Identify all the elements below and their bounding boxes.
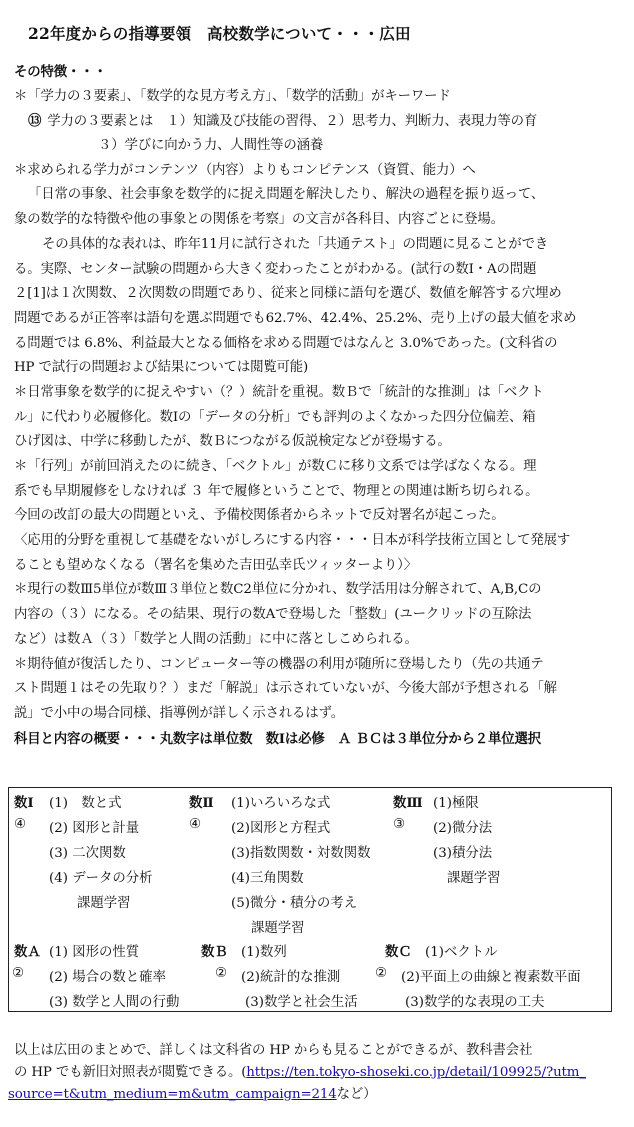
paragraph-line: 説」で小中の場合同様、指導例が詳しく示されるはず。	[14, 705, 344, 721]
footer-line	[14, 1062, 618, 1084]
table-cell: (2) 場合の数と確率	[49, 970, 166, 985]
page-title: 22年度からの指導要領 高校数学について・・・広田	[28, 24, 411, 43]
credit-count: ②	[375, 966, 388, 981]
section-heading-overview: 科目と内容の概要・・・丸数字は単位数 数Ⅰは必修 Ａ ＢＣは３単位分から２単位選択	[14, 730, 542, 747]
paragraph-line: ＊日常事象を数学的に捉えやすい（？）統計を重視。数Ｂで「統計的な推測」は「ベクト	[14, 384, 544, 400]
table-cell: (1)極限	[433, 796, 479, 811]
footer-text: の HP でも新旧対照表が閲覧できる。(	[14, 1065, 247, 1080]
paragraph-line: ることも望めなくなる（署名を集めた吉田弘幸氏ツィッターより）〉	[14, 557, 417, 573]
subject-label: 数Ｂ	[201, 944, 228, 960]
paragraph-line: る。実際、センター試験の問題から大きく変わったことがわかる。(試行の数Ⅰ・Aの問題	[14, 261, 537, 277]
table-cell: (1) 図形の性質	[49, 945, 140, 960]
paragraph-line: 「日常の事象、社会事象を数学的に捉え問題を解決したり、解決の過程を振り返って、	[28, 187, 545, 203]
credit-count: ②	[215, 966, 228, 981]
paragraph-line: ２[1]は１次関数、２次関数の問題であり、従来と同様に語句を選び、数値を解答する穴埋め	[14, 286, 562, 302]
subject-label: 数Ⅲ	[393, 795, 423, 811]
paragraph-line: など）は数Ａ（３）「数学と人間の活動」に中に落としこめられる。	[14, 631, 418, 647]
subject-label: 数Ａ	[14, 944, 41, 960]
textbook-link-continued[interactable]: source=t&utm_medium=m&utm_campaign=214	[8, 1087, 337, 1102]
subject-content-table	[8, 787, 612, 1012]
footer-line	[8, 1084, 618, 1106]
table-cell: 課題学習	[77, 896, 131, 911]
table-cell: (1)ベクトル	[425, 945, 498, 960]
table-cell: 課題学習	[251, 921, 305, 936]
credit-count: ④	[14, 817, 27, 832]
credit-count: ②	[12, 966, 25, 981]
table-cell: (1)いろいろな式	[231, 796, 331, 811]
table-cell: (3) 二次関数	[49, 846, 126, 861]
table-cell: 課題学習	[447, 871, 501, 886]
paragraph-line	[14, 109, 618, 134]
paragraph-line: ＊期待値が復活したり、コンピューター等の機器の利用が随所に登場したり（先の共通テ	[14, 656, 544, 672]
subject-label: 数Ⅰ	[14, 795, 34, 811]
document-body	[14, 60, 618, 751]
table-cell: (4)三角関数	[231, 871, 304, 886]
table-cell: (4) データの分析	[49, 871, 153, 886]
paragraph-line: 系でも早期履修をしなければ ３ 年で履修ということで、物理との関連は断ち切られる。	[14, 483, 539, 499]
table-cell: (2)統計的な推測	[241, 970, 341, 985]
paragraph-line: ＊「行列」が前回消えたのに続き、「ベクトル」が数Ｃに移り文系では学ばなくなる。理	[14, 459, 537, 474]
paragraph-line: ＊現行の数Ⅲ5単位が数Ⅲ３単位と数C2単位に分かれ、数学活用は分解されて、A,B,Cの	[14, 582, 542, 598]
footer-line: 以上は広田のまとめで、詳しくは文科省の HP からも見ることができるが、教科書会社	[14, 1043, 533, 1058]
table-cell: (3)数学的な表現の工夫	[405, 995, 545, 1010]
table-cell: (1)数列	[241, 945, 287, 960]
subject-label: 数Ｃ	[385, 944, 412, 960]
table-cell: (3)積分法	[433, 846, 493, 861]
section-heading-features: その特徴・・・	[14, 64, 107, 80]
paragraph-text: 学力の３要素とは １）知識及び技能の習得、２）思考力、判断力、表現力等の育	[47, 114, 538, 130]
credit-count: ④	[189, 817, 202, 832]
paragraph-line: スト問題１はその先取り？）まだ「解説」は示されていないが、今後大部が予想される「解	[14, 681, 557, 697]
paragraph-line: ＊求められる学力がコンテンツ（内容）よりもコンピテンス（資質、能力）へ	[14, 162, 476, 178]
paragraph-line: 内容の（３）になる。その結果、現行の数Aで登場した「整数」(ユークリッドの互除法	[14, 607, 532, 623]
textbook-link[interactable]: https://ten.tokyo-shoseki.co.jp/detail/109925/?utm_	[246, 1065, 586, 1080]
table-cell: (3)数学と社会生活	[245, 995, 358, 1010]
table-cell: (2)図形と方程式	[231, 821, 331, 836]
table-cell: (2) 図形と計量	[49, 821, 140, 836]
table-cell: (5)微分・積分の考え	[231, 896, 358, 911]
paragraph-line: HP で試行の問題および結果については閲覧可能)	[14, 360, 309, 376]
paragraph-line: 今回の改訂の最大の問題といえ、予備校関係者からネットで反対署名が起こった。	[14, 508, 505, 524]
footer-text: など）	[336, 1087, 377, 1102]
table-cell: (3)指数関数・対数関数	[231, 846, 371, 861]
subject-label: 数Ⅱ	[189, 795, 214, 811]
paragraph-line: ル」に代わり必履修化。数Ⅰの「データの分析」でも評判のよくなかった四分位偏差、箱	[14, 409, 536, 425]
table-cell: (2)平面上の曲線と複素数平面	[401, 970, 581, 985]
circled-number-icon: ⑬	[28, 113, 42, 130]
paragraph-line: る問題では 6.8%、利益最大となる価格を求める問題ではなんと 3.0%であった。(文科省の	[14, 335, 558, 351]
credit-count: ③	[393, 817, 406, 832]
table-cell: (3) 数学と人間の行動	[49, 995, 180, 1010]
paragraph-line: ＊「学力の３要素」、「数学的な見方考え方」、「数学的活動」がキーワード	[14, 88, 451, 104]
footer-note	[8, 1040, 618, 1106]
paragraph-line: ひげ図は、中学に移動したが、数Ｂにつながる仮説検定などが登場する。	[14, 434, 451, 450]
table-cell: (2)微分法	[433, 821, 493, 836]
table-cell: (1) 数と式	[49, 796, 122, 811]
paragraph-line: その具体的な表れは、昨年11月に試行された「共通テスト」の問題に見ることができ	[42, 236, 549, 252]
paragraph-line: 象の数学的な特徴や他の事象との関係を考察」の文言が各科目、内容ごとに登場。	[14, 212, 504, 228]
paragraph-line: 〈応用的分野を重視して基礎をないがしろにする内容・・・日本が科学技術立国として発展す	[14, 533, 571, 549]
paragraph-line: 問題であるが正答率は語句を選ぶ問題でも62.7%、42.4%、25.2%、売り上げの最大値を求め	[14, 310, 577, 326]
paragraph-line: ３）学びに向かう力、人間性等の涵養	[98, 138, 324, 154]
